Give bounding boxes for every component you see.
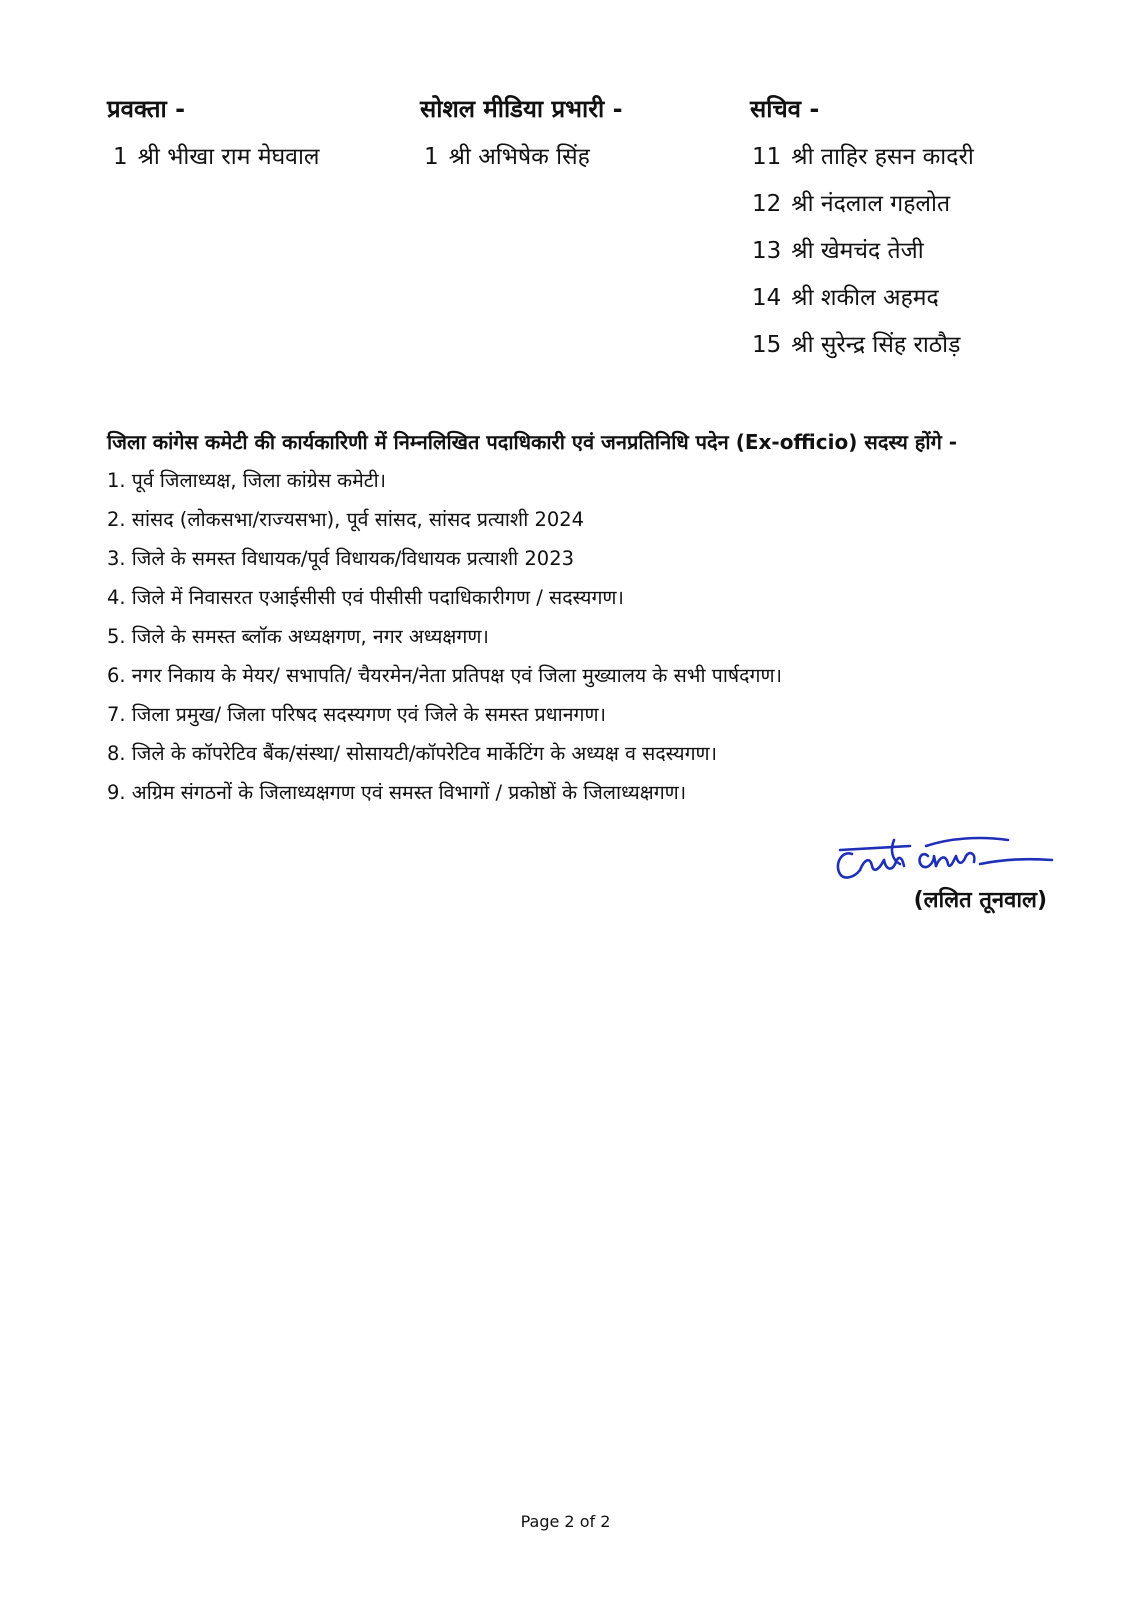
secretary-section xyxy=(750,92,974,373)
list-item: 9. अग्रिम संगठनों के जिलाध्यक्षगण एवं समस्त विभागों / प्रकोष्ठों के जिलाध्यक्षगण। xyxy=(107,781,687,804)
member-name: श्री भीखा राम मेघवाल xyxy=(137,144,320,170)
list-item xyxy=(752,279,974,326)
list-item: 6. नगर निकाय के मेयर/ सभापति/ चैयरमेन/नेता प्रतिपक्ष एवं जिला मुख्यालय के सभी पार्षदगण। xyxy=(107,664,782,687)
list-item xyxy=(752,326,974,373)
member-name: श्री नंदलाल गहलोत xyxy=(791,191,951,217)
list-item: 8. जिले के कॉपरेटिव बैंक/संस्था/ सोसायटी/कॉपरेटिव मार्केटिंग के अध्यक्ष व सदस्यगण। xyxy=(107,742,718,765)
section-heading: सचिव - xyxy=(750,95,820,123)
item-number: 11 xyxy=(752,144,782,170)
list-item: 2. सांसद (लोकसभा/राज्यसभा), पूर्व सांसद, सांसद प्रत्याशी 2024 xyxy=(107,508,585,531)
list-item xyxy=(752,138,974,185)
member-name: श्री अभिषेक सिंह xyxy=(448,144,590,170)
ex-officio-section xyxy=(107,424,1067,813)
spokesperson-section xyxy=(107,92,320,185)
list-item: 7. जिला प्रमुख/ जिला परिषद सदस्यगण एवं जिले के समस्त प्रधानगण। xyxy=(107,703,606,726)
item-number: 1 xyxy=(113,144,128,170)
list-item xyxy=(752,232,974,279)
list-item xyxy=(113,138,320,185)
item-number: 1 xyxy=(424,144,439,170)
member-name: श्री शकील अहमद xyxy=(791,285,939,311)
list-item: 3. जिले के समस्त विधायक/पूर्व विधायक/विधायक प्रत्याशी 2023 xyxy=(107,547,575,570)
signatory-name: (ललित तूनवाल) xyxy=(913,888,1047,913)
secretary-list xyxy=(750,138,974,373)
social-media-list xyxy=(420,138,623,185)
item-number: 15 xyxy=(752,332,782,358)
list-item xyxy=(752,185,974,232)
list-item: 1. पूर्व जिलाध्यक्ष, जिला कांग्रेस कमेटी। xyxy=(107,469,387,492)
list-item: 5. जिले के समस्त ब्लॉक अध्यक्षगण, नगर अध्यक्षगण। xyxy=(107,625,489,648)
section-heading: सोशल मीडिया प्रभारी - xyxy=(420,95,623,123)
section-heading: प्रवक्ता - xyxy=(107,95,186,123)
item-number: 12 xyxy=(752,191,782,217)
list-item xyxy=(424,138,623,185)
item-number: 13 xyxy=(752,238,782,264)
member-name: श्री खेमचंद तेजी xyxy=(791,238,924,264)
member-name: श्री ताहिर हसन कादरी xyxy=(791,144,974,170)
ex-officio-list xyxy=(107,462,1067,813)
list-item: 4. जिले में निवासरत एआईसीसी एवं पीसीसी पदाधिकारीगण / सदस्यगण। xyxy=(107,586,624,609)
item-number: 14 xyxy=(752,285,782,311)
social-media-section xyxy=(420,92,623,185)
member-name: श्री सुरेन्द्र सिंह राठौड़ xyxy=(791,332,961,358)
spokesperson-list xyxy=(107,138,320,185)
handwritten-signature xyxy=(830,820,1060,890)
page-number: Page 2 of 2 xyxy=(520,1512,611,1531)
ex-officio-heading: जिला कांगेस कमेटी की कार्यकारिणी में निम्नलिखित पदाधिकारी एवं जनप्रतिनिधि पदेन (Ex-officio) सदस्य होंगे - xyxy=(107,430,958,454)
